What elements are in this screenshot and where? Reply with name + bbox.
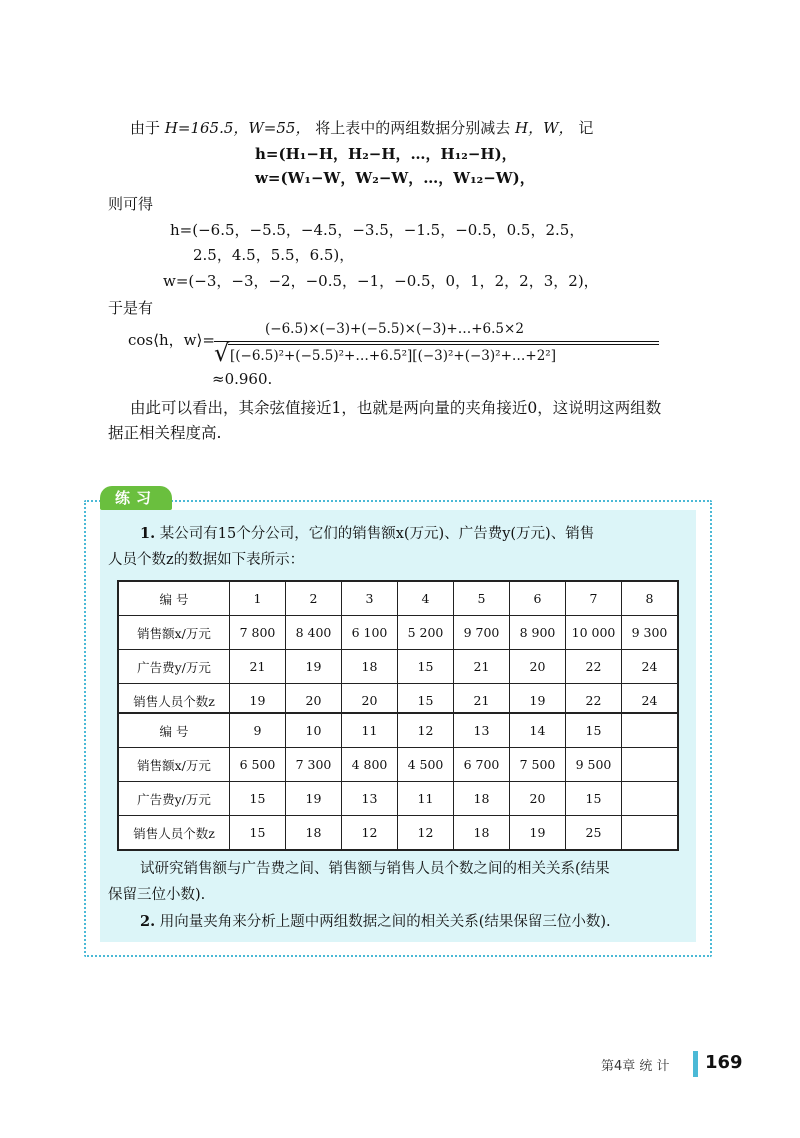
table-row <box>118 581 678 616</box>
table-cell: 7 500 <box>510 748 566 782</box>
table-cell: 14 <box>510 713 566 748</box>
q1-task-2: 保留三位小数). <box>108 887 206 903</box>
table-cell: 1 <box>230 581 286 616</box>
table-cell: 6 700 <box>454 748 510 782</box>
data-table-2 <box>117 712 679 851</box>
table-cell: 19 <box>510 684 566 719</box>
w-values: w=(−3，−3，−2，−0.5，−1，−0.5，0，1，2，2，3，2)， <box>163 272 599 290</box>
table-cell: 19 <box>230 684 286 719</box>
row-label: 销售额x/万元 <box>118 616 230 650</box>
intro-line-1 <box>130 117 593 139</box>
table-cell: 4 500 <box>398 748 454 782</box>
table-row <box>118 616 678 650</box>
table-cell: 13 <box>454 713 510 748</box>
table-cell: 12 <box>398 816 454 851</box>
table-cell: 4 800 <box>342 748 398 782</box>
fraction-bar <box>214 341 659 342</box>
table-cell: 22 <box>566 684 622 719</box>
text: 将上表中的两组数据分别减去 <box>315 119 511 137</box>
table-cell: 9 700 <box>454 616 510 650</box>
row-label: 广告费y/万元 <box>118 650 230 684</box>
table-cell: 15 <box>398 650 454 684</box>
q1-line-1 <box>140 523 594 545</box>
table-cell: 22 <box>566 650 622 684</box>
table-cell: 19 <box>286 650 342 684</box>
table-cell: 7 <box>566 581 622 616</box>
q1-text: 某公司有15个分公司，它们的销售额x(万元)、广告费y(万元)、销售 <box>159 526 595 542</box>
table-cell: 19 <box>510 816 566 851</box>
row-label: 销售人员个数z <box>118 816 230 851</box>
table-cell <box>622 713 679 748</box>
table-cell: 12 <box>342 816 398 851</box>
row-label: 销售人员个数z <box>118 684 230 719</box>
approx-value: ≈0.960. <box>212 370 273 388</box>
table-cell: 24 <box>622 684 679 719</box>
page-number: 169 <box>705 1052 743 1073</box>
table-cell: 9 <box>230 713 286 748</box>
q1-line-2: 人员个数z的数据如下表所示： <box>108 552 305 568</box>
table-row <box>118 748 678 782</box>
table-cell: 11 <box>342 713 398 748</box>
text: 记 <box>578 119 594 137</box>
so-text: 于是有 <box>108 299 154 317</box>
row-label: 编 号 <box>118 581 230 616</box>
chapter-label: 第4章 统 计 <box>601 1059 670 1074</box>
table-cell: 18 <box>454 816 510 851</box>
table-cell: 7 800 <box>230 616 286 650</box>
q1-task-1: 试研究销售额与广告费之间、销售额与销售人员个数之间的相关关系(结果 <box>140 861 610 877</box>
table-cell: 6 100 <box>342 616 398 650</box>
table-row <box>118 713 678 748</box>
table-cell: 20 <box>286 684 342 719</box>
table-row <box>118 650 678 684</box>
data-table-1 <box>117 580 679 719</box>
table-cell: 18 <box>454 782 510 816</box>
q1-number: 1. <box>140 525 156 542</box>
table-cell: 20 <box>510 650 566 684</box>
table-cell: 7 300 <box>286 748 342 782</box>
table-cell <box>622 816 679 851</box>
table-cell: 15 <box>230 816 286 851</box>
table-cell: 12 <box>398 713 454 748</box>
h-definition: h=(H₁−H，H₂−H，…，H₁₂−H)， <box>255 145 517 163</box>
table-cell: 24 <box>622 650 679 684</box>
table-cell: 19 <box>286 782 342 816</box>
row-label: 广告费y/万元 <box>118 782 230 816</box>
table-cell <box>622 748 679 782</box>
table-cell: 13 <box>342 782 398 816</box>
table-cell: 20 <box>510 782 566 816</box>
hw-values: H=165.5，W=55， <box>164 119 311 137</box>
table-cell: 15 <box>230 782 286 816</box>
table-cell <box>622 782 679 816</box>
table-cell: 2 <box>286 581 342 616</box>
table-cell: 15 <box>566 782 622 816</box>
fraction-denominator: [(−6.5)²+(−5.5)²+…+6.5²][(−3)²+(−3)²+…+2²] <box>230 348 556 364</box>
table-cell: 8 400 <box>286 616 342 650</box>
q2-text: 用向量夹角来分析上题中两组数据之间的相关关系(结果保留三位小数). <box>159 914 611 930</box>
table-cell: 5 200 <box>398 616 454 650</box>
table-cell: 6 <box>510 581 566 616</box>
exercise-tag: 练习 <box>100 486 172 510</box>
table-cell: 9 300 <box>622 616 679 650</box>
table-cell: 5 <box>454 581 510 616</box>
table-cell: 8 <box>622 581 679 616</box>
table-cell: 21 <box>454 684 510 719</box>
text: 由于 <box>130 119 161 137</box>
table-cell: 15 <box>566 713 622 748</box>
table-cell: 11 <box>398 782 454 816</box>
cos-lhs: cos⟨h，w⟩= <box>128 331 215 349</box>
table-cell: 21 <box>454 650 510 684</box>
w-definition: w=(W₁−W，W₂−W，…，W₁₂−W)， <box>255 169 535 187</box>
table-cell: 15 <box>398 684 454 719</box>
table-cell: 21 <box>230 650 286 684</box>
q2-number: 2. <box>140 913 156 930</box>
table-cell: 3 <box>342 581 398 616</box>
h-values-2: 2.5，4.5，5.5，6.5)， <box>193 246 355 264</box>
conclusion-line-1: 由此可以看出，其余弦值接近1，也就是两向量的夹角接近0，这说明这两组数 <box>130 399 662 417</box>
row-label: 编 号 <box>118 713 230 748</box>
footer-divider <box>693 1051 698 1077</box>
fraction-numerator: (−6.5)×(−3)+(−5.5)×(−3)+…+6.5×2 <box>265 321 524 337</box>
then-text: 则可得 <box>108 195 154 213</box>
table-cell: 18 <box>286 816 342 851</box>
table-cell: 18 <box>342 650 398 684</box>
conclusion-line-2: 据正相关程度高. <box>108 424 222 442</box>
table-row <box>118 816 678 851</box>
hw-symbols: H，W， <box>515 119 574 137</box>
table-cell: 9 500 <box>566 748 622 782</box>
table-row <box>118 782 678 816</box>
h-values-1: h=(−6.5，−5.5，−4.5，−3.5，−1.5，−0.5，0.5，2.5， <box>170 221 585 239</box>
table-cell: 8 900 <box>510 616 566 650</box>
q2-line <box>140 911 611 933</box>
row-label: 销售额x/万元 <box>118 748 230 782</box>
sqrt-symbol: √ <box>214 339 230 367</box>
table-cell: 25 <box>566 816 622 851</box>
table-cell: 4 <box>398 581 454 616</box>
table-cell: 6 500 <box>230 748 286 782</box>
table-cell: 10 <box>286 713 342 748</box>
table-cell: 10 000 <box>566 616 622 650</box>
table-cell: 20 <box>342 684 398 719</box>
